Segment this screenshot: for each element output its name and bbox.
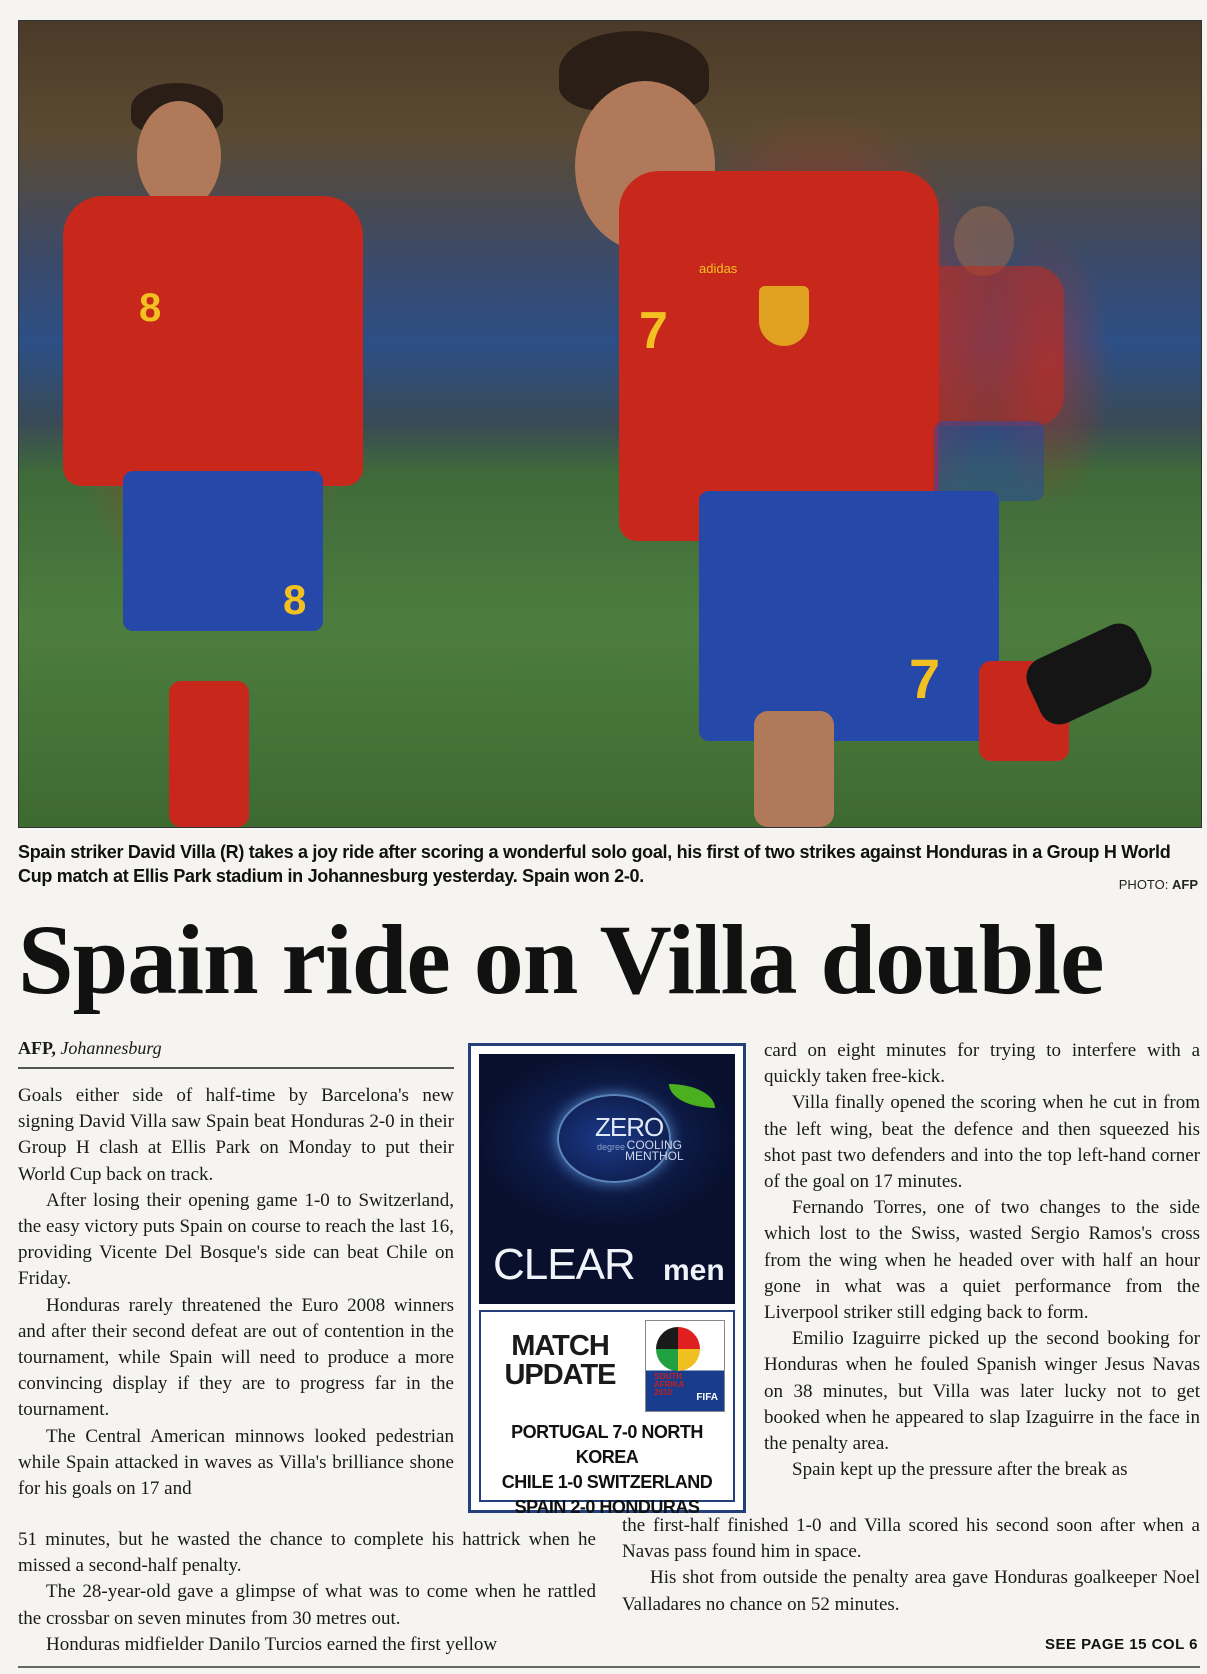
byline-agency: AFP,: [18, 1038, 56, 1058]
match-result: PORTUGAL 7-0 NORTH KOREA: [511, 1422, 703, 1467]
article-paragraph: the first-half finished 1-0 and Villa scored his second soon after when a Navas pass found him in space.: [622, 1515, 1200, 1563]
continuation-note: SEE PAGE 15 COL 6: [1045, 1636, 1198, 1653]
logo-south: SOUTH: [654, 1372, 682, 1381]
logo-year: 2010: [654, 1388, 672, 1397]
photo-credit-source: AFP: [1172, 877, 1198, 892]
match-result: SPAIN 2-0 HONDURAS: [514, 1497, 700, 1517]
byline: [18, 1038, 454, 1069]
article-paragraph: The Central American minnows looked pedestrian while Spain attacked in waves as Villa's brilliance shone for his goals on 17 and: [18, 1425, 454, 1500]
match-update-panel: [479, 1310, 735, 1517]
fifa-logo-text: FIFA: [696, 1392, 718, 1403]
article-paragraph: His shot from outside the penalty area gave Honduras goalkeeper Noel Valladares no chance on 52 minutes.: [622, 1567, 1200, 1615]
article-column-3: [764, 1038, 1200, 1483]
article-paragraph: Fernando Torres, one of two changes to the side which lost to the Swiss, wasted Sergio Ramos's cross from the wing when he headed over with half an hour gone in what was a quiet performance from the Liverpool striker still edging back to form.: [764, 1197, 1200, 1324]
article-paragraph: Emilio Izaguirre picked up the second booking for Honduras when he fouled Spanish winger Jesus Navas on 38 minutes, but Villa was later lucky not to get booked when he appeared to slap Izaguirre in the face in the penalty area.: [764, 1328, 1200, 1455]
background-player-jersey: [914, 266, 1064, 426]
byline-location: Johannesburg: [60, 1038, 162, 1058]
article-paragraph: Villa finally opened the scoring when he cut in from the left wing, beat the defence and then squeezed his shot past two defenders and into the top left-hand corner of the goal on 17 minutes.: [764, 1092, 1200, 1193]
background-player-shorts: [934, 421, 1044, 501]
article-column-1: [18, 1083, 454, 1502]
left-player-shorts-number: 8: [283, 576, 307, 623]
kit-brand-logo: adidas: [699, 261, 738, 276]
article-column-1-wide: [18, 1527, 596, 1658]
logo-africa: AFRIKA: [654, 1380, 685, 1389]
match-update-box: [468, 1043, 746, 1517]
right-player-leg: [754, 711, 834, 827]
match-result: CHILE 1-0 SWITZERLAND: [501, 1472, 713, 1492]
right-player-number: 7: [639, 302, 668, 360]
headline: Spain ride on Villa double: [18, 904, 1104, 1015]
ad-degree-text: degree: [597, 1142, 626, 1152]
match-update-title: MATCH UPDATE: [504, 1330, 616, 1391]
clearmen-ad: [479, 1054, 735, 1304]
boot-icon: [1020, 617, 1158, 731]
left-player-number: 8: [139, 286, 162, 330]
article-paragraph: Honduras rarely threatened the Euro 2008 winners and after their second defeat are out of contention in the tournament, while Spain will need to produce a more convincing display if they are to progress far in the tournament.: [18, 1294, 454, 1421]
ad-cooling-line: COOLING: [626, 1138, 682, 1152]
photo-credit-label: PHOTO:: [1118, 877, 1169, 892]
article-paragraph: Goals either side of half-time by Barcelona's new signing David Villa saw Spain beat Honduras 2-0 in their Group H clash at Ellis Park on Monday to put their World Cup back on track.: [18, 1085, 454, 1185]
ad-zero-text: ZERO: [595, 1112, 664, 1142]
article-paragraph: card on eight minutes for trying to interfere with a quickly taken free-kick.: [764, 1040, 1200, 1088]
leaf-icon: [669, 1084, 715, 1108]
world-cup-emblem-icon: [656, 1327, 700, 1371]
hero-photo: [18, 20, 1202, 828]
ad-menthol-line: MENTHOL: [625, 1149, 684, 1163]
left-player-jersey: [63, 196, 363, 486]
bottom-rule: [18, 1666, 1200, 1668]
left-player-head: [137, 101, 221, 211]
article-paragraph: Spain kept up the pressure after the break as: [792, 1459, 1128, 1481]
world-cup-logo-text: [654, 1373, 684, 1397]
article-column-3-wide: [622, 1513, 1200, 1618]
photo-credit: [1119, 877, 1198, 892]
left-player-leg: [169, 681, 249, 827]
photo-caption: Spain striker David Villa (R) takes a joy ride after scoring a wonderful solo goal, his first of two strikes against Honduras in a Group H World Cup match at Ellis Park stadium in Johannesburg yesterday. Spain won 2-0.: [18, 842, 1171, 886]
right-player-shorts: [699, 491, 999, 741]
ad-cooling-text: [625, 1140, 684, 1162]
article-paragraph: After losing their opening game 1-0 to Switzerland, the easy victory puts Spain on course to reach the last 16, providing Vicente Del Bosque's side can beat Chile on Friday.: [18, 1189, 454, 1290]
article-paragraph: Honduras midfielder Danilo Turcios earned the first yellow: [46, 1633, 498, 1655]
world-cup-logo: [645, 1320, 725, 1412]
ad-brand-men: men: [663, 1254, 725, 1287]
article-paragraph: The 28-year-old gave a glimpse of what was to come when he rattled the crossbar on seven minutes from 30 metres out.: [18, 1581, 596, 1629]
crest-icon: [759, 286, 809, 346]
ad-brand-clear: CLEAR: [493, 1240, 635, 1289]
match-results: [481, 1420, 733, 1520]
right-player-shorts-number: 7: [909, 647, 941, 710]
article-paragraph: 51 minutes, but he wasted the chance to complete his hattrick when he missed a second-half penalty.: [18, 1529, 596, 1577]
